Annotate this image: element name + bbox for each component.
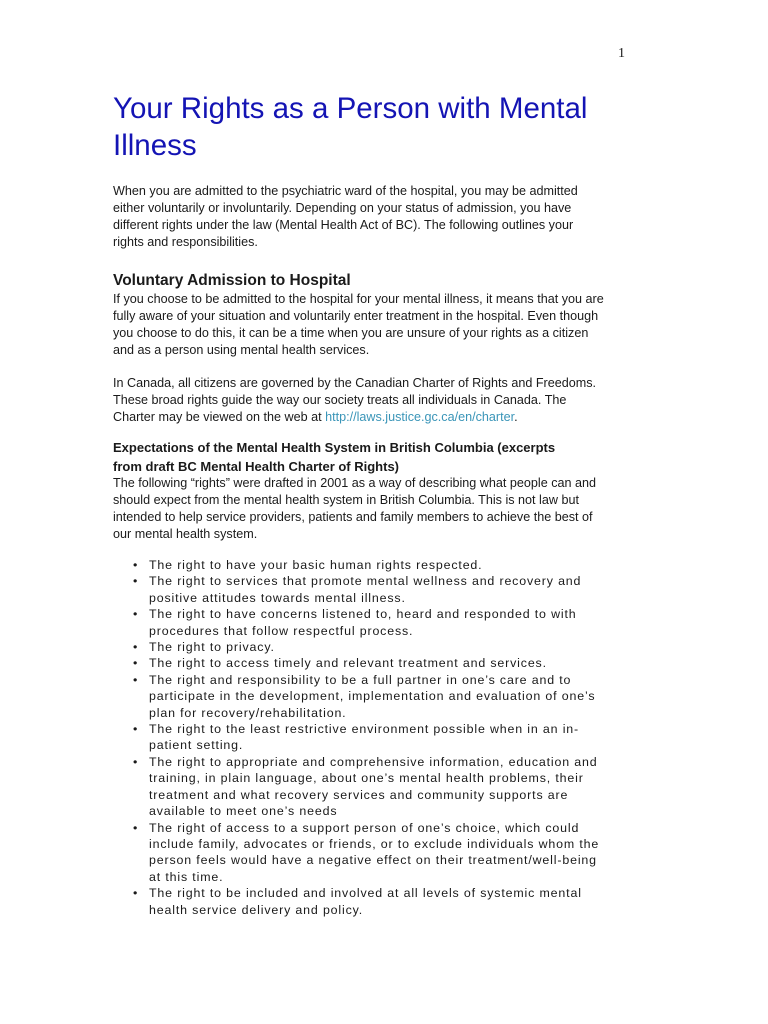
rights-list-item <box>133 754 599 820</box>
text-line: and as a person using mental health services. <box>113 343 370 357</box>
text-line: different rights under the law (Mental Health Act of BC). The following outlines your <box>113 218 574 232</box>
rights-list-item <box>133 721 599 754</box>
charter-link[interactable]: http://laws.justice.gc.ca/en/charter <box>325 410 515 424</box>
rights-line: The right to have concerns listened to, heard and responded to with <box>149 607 577 622</box>
rights-list-item <box>133 557 599 573</box>
rights-list-item <box>133 606 599 639</box>
rights-line: training, in plain language, about one’s mental health problems, their <box>149 771 584 786</box>
rights-list-item <box>133 820 599 886</box>
rights-line: patient setting. <box>149 738 244 753</box>
rights-line: include family, advocates or friends, or to exclude individuals whom the <box>149 836 600 851</box>
rights-line: person feels would have a negative effect on their treatment/well-being <box>149 853 597 868</box>
text-line: rights and responsibilities. <box>113 235 258 249</box>
bullet-icon: • <box>133 574 139 589</box>
rights-list-item <box>133 672 599 721</box>
rights-line: The right to privacy. <box>149 640 275 655</box>
text-line: The following “rights” were drafted in 2001 as a way of describing what people can and <box>113 476 597 490</box>
expectations-paragraph <box>113 475 596 543</box>
bullet-icon: • <box>133 672 139 687</box>
text-line: If you choose to be admitted to the hospital for your mental illness, it means that you are <box>113 292 604 306</box>
rights-line: at this time. <box>149 869 224 884</box>
text-line: These broad rights guide the way our society treats all individuals in Canada. The <box>113 393 567 407</box>
rights-list-item <box>133 885 599 918</box>
charter-suffix: . <box>514 410 518 424</box>
bullet-icon: • <box>133 640 139 655</box>
text-line: from draft BC Mental Health Charter of Rights) <box>113 458 400 474</box>
bullet-icon: • <box>133 754 139 769</box>
rights-list <box>133 557 599 918</box>
text-line: you choose to do this, it can be a time when you are unsure of your rights as a citizen <box>113 326 589 340</box>
rights-line: The right and responsibility to be a full partner in one’s care and to <box>149 672 572 687</box>
text-line: intended to help service providers, patients and family members to achieve the best of <box>113 510 593 524</box>
text-line: Expectations of the Mental Health System in British Columbia (excerpts <box>113 440 556 455</box>
text-line: should expect from the mental health system in British Columbia. This is not law but <box>113 493 579 507</box>
text-line: When you are admitted to the psychiatric ward of the hospital, you may be admitted <box>113 184 578 198</box>
page-title <box>113 90 587 164</box>
rights-line: The right to have your basic human rights respected. <box>149 558 483 572</box>
rights-list-item <box>133 655 599 671</box>
text-line: fully aware of your situation and voluntarily enter treatment in the hospital. Even though <box>113 309 599 323</box>
rights-line: positive attitudes towards mental illness. <box>149 590 406 605</box>
text-line: Illness <box>113 129 197 162</box>
rights-line: The right of access to a support person of one’s choice, which could <box>149 820 580 835</box>
rights-line: available to meet one’s needs <box>149 804 338 819</box>
bullet-icon: • <box>133 607 139 622</box>
text-line: either voluntarily or involuntarily. Depending on your status of admission, you have <box>113 201 572 215</box>
rights-line: The right to access timely and relevant treatment and services. <box>149 656 547 671</box>
page-number: 1 <box>618 46 625 61</box>
rights-line: procedures that follow respectful process. <box>149 623 414 638</box>
voluntary-admission-heading: Voluntary Admission to Hospital <box>113 272 351 289</box>
voluntary-paragraph <box>113 291 604 359</box>
rights-line: The right to the least restrictive environment possible when in an in- <box>149 722 580 737</box>
rights-line: health service delivery and policy. <box>149 902 364 917</box>
rights-list-item <box>133 639 599 655</box>
rights-list-item <box>133 573 599 606</box>
intro-paragraph <box>113 183 578 251</box>
bullet-icon: • <box>133 558 139 572</box>
charter-paragraph <box>113 375 596 426</box>
bullet-icon: • <box>133 722 139 737</box>
charter-prefix: Charter may be viewed on the web at <box>113 410 326 424</box>
rights-line: treatment and what recovery services and community supports are <box>149 787 569 802</box>
bullet-icon: • <box>133 886 139 901</box>
rights-line: The right to be included and involved at all levels of systemic mental <box>149 886 582 901</box>
text-line: In Canada, all citizens are governed by the Canadian Charter of Rights and Freedoms. <box>113 376 597 390</box>
bullet-icon: • <box>133 656 139 671</box>
bullet-icon: • <box>133 820 139 835</box>
charter-last-line <box>113 409 596 426</box>
rights-line: plan for recovery/rehabilitation. <box>149 705 347 720</box>
rights-line: participate in the development, implementation and evaluation of one’s <box>149 689 596 704</box>
rights-line: The right to appropriate and comprehensive information, education and <box>149 754 598 769</box>
expectations-heading <box>113 439 555 476</box>
charter-lines <box>113 375 596 409</box>
text-line: Your Rights as a Person with Mental <box>113 92 588 125</box>
rights-line: The right to services that promote mental wellness and recovery and <box>149 574 582 589</box>
text-line: our mental health system. <box>113 527 258 541</box>
